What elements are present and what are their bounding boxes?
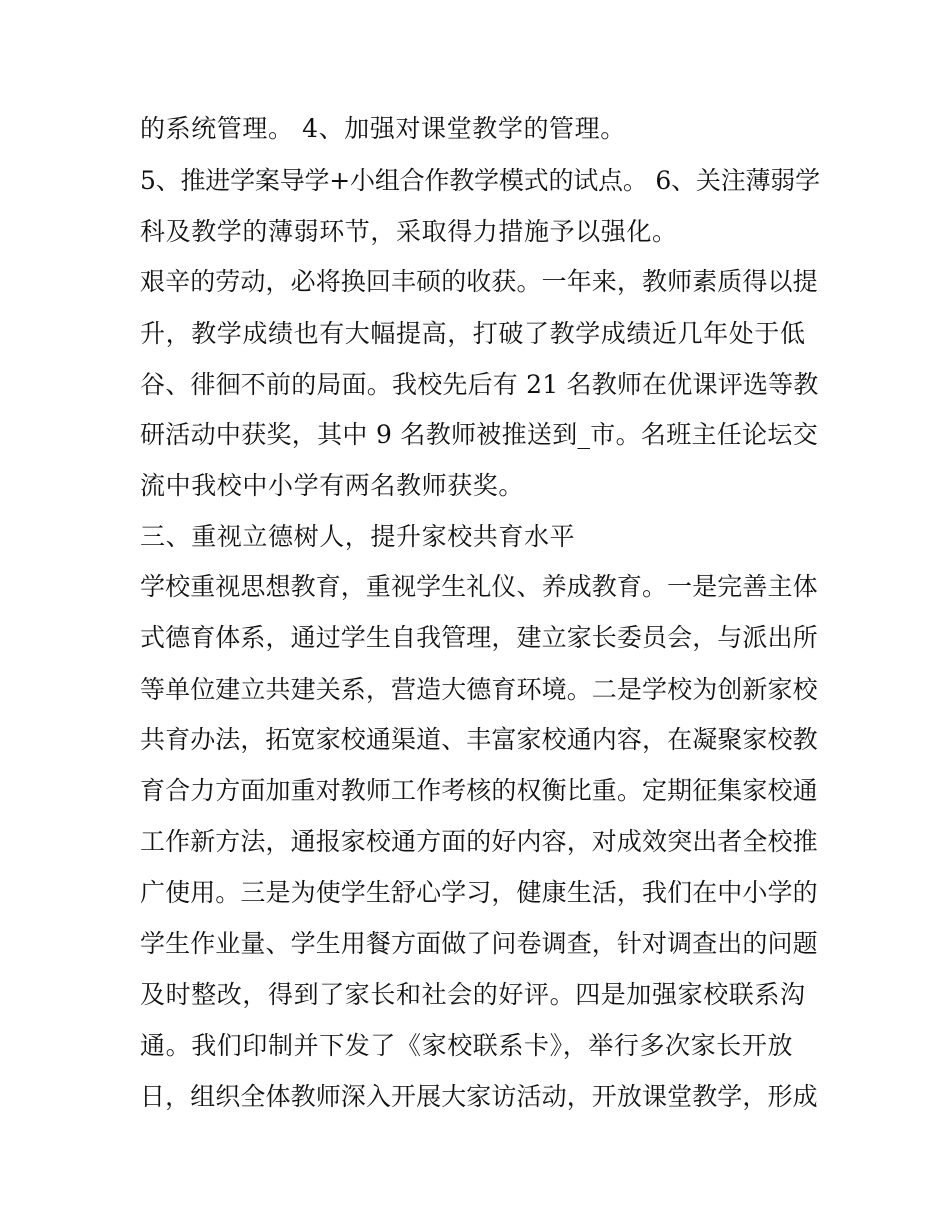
text-line: 学校重视思想教育，重视学生礼仪、养成教育。一是完善主体 <box>140 572 818 601</box>
text-line: 育合力方面加重对教师工作考核的权衡比重。定期征集家校通 <box>140 776 818 805</box>
text-line: 通。我们印制并下发了《家校联系卡》，举行多次家长开放 <box>140 1031 794 1060</box>
text-line: 共育办法，拓宽家校通渠道、丰富家校通内容，在凝聚家校教 <box>140 725 818 754</box>
text-line: 广使用。三是为使学生舒心学习，健康生活，我们在中小学的 <box>140 878 818 907</box>
text-line: 研活动中获奖，其中 9 名教师被推送到_市。名班主任论坛交 <box>140 420 819 449</box>
text-line: 日，组织全体教师深入开展大家访活动，开放课堂教学，形成 <box>140 1082 818 1111</box>
text-line: 学生作业量、学生用餐方面做了问卷调查，针对调查出的问题 <box>140 929 818 958</box>
text-line: 等单位建立共建关系，营造大德育环境。二是学校为创新家校 <box>140 675 818 704</box>
text-line: 谷、徘徊不前的局面。我校先后有 21 名教师在优课评选等教 <box>140 370 819 399</box>
text-line: 及时整改，得到了家长和社会的好评。四是加强家校联系沟 <box>140 980 806 1009</box>
section-heading: 三、重视立德树人，提升家校共育水平 <box>140 522 576 551</box>
text-line: 升，教学成绩也有大幅提高，打破了教学成绩近几年处于低 <box>140 319 806 348</box>
text-line: 5、推进学案导学+小组合作教学模式的试点。 6、关注薄弱学 <box>140 166 820 195</box>
text-line: 式德育体系，通过学生自我管理，建立家长委员会，与派出所 <box>140 623 818 652</box>
text-line: 流中我校中小学有两名教师获奖。 <box>140 471 525 500</box>
text-line: 艰辛的劳动，必将换回丰硕的收获。一年来，教师素质得以提 <box>140 267 818 296</box>
text-line: 的系统管理。 4、加强对课堂教学的管理。 <box>140 114 626 143</box>
text-line: 科及教学的薄弱环节，采取得力措施予以强化。 <box>140 217 678 246</box>
text-line: 工作新方法，通报家校通方面的好内容，对成效突出者全校推 <box>140 827 818 856</box>
